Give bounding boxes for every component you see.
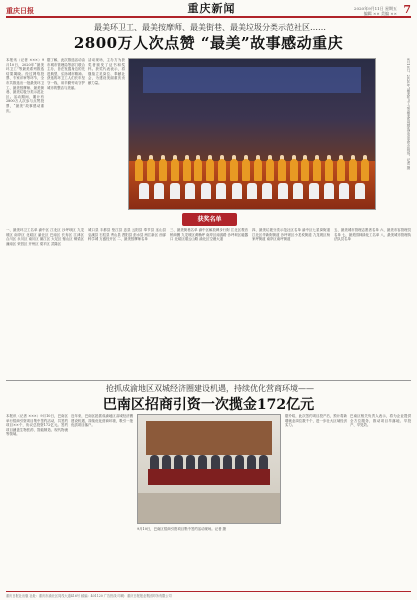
winners-list-col1: 一、最美环卫工名单 渝中区 江北区 沙坪坝区 九龙坡区 南岸区 北碚区 渝北区 巴南区 长寿区 江津区 合川区 永川区 南川区 綦江区 大足区 璧山区 铜梁区 潼南区 荣昌区 开州区 梁平区 武隆区 [6,228,84,246]
newspaper-logo: 重庆日报 [6,6,34,15]
story1-body-col1: 本报讯（记者 ×××）9月10日，2020年“最美环卫工”等最美系列推选结果揭晓。经过网络投票、专家评审等环节，全市共推选出一批最美环卫工、最美按摩师、最美街巷、最美垃圾分类示范社区。活动期间，累计有2800万人次参与点赞投票，“最美”故事感动重庆。 [6,58,44,113]
date-line [337,6,397,16]
issue-date: 2020年9月11日 星期五 [353,6,397,11]
award-winners-group [135,155,369,181]
story2-body-col1: 本报讯（记者 ×××）9月10日，巴南区举行招商引资项目集中签约活动，共签约项目××个，协议总投资172亿元。签约项目涵盖生物医药、智能制造、现代物流等领域。 [6,414,68,437]
story1-headline: 2800万人次点赞 “最美”故事感动重庆 [73,34,344,52]
page-footer: 重庆日报社出版 社址：重庆市渝北区同茂大道416号 邮编：401120 广告热线 印刷：重庆日报报业集团印务有限公司 [6,591,411,598]
winners-list-col2: 城口县 丰都县 垫江县 忠县 云阳县 奉节县 巫山县 巫溪县 石柱县 秀山县 酉阳县 彭水县 两江新区 西部科学城 万盛经开区 二、最美按摩师名单 [88,228,166,242]
signing-backdrop [146,421,272,455]
front-row-group [139,183,365,201]
story1-body-col3: 活动现场，主办方为获奖者颁发了证书和奖杯。获奖代表表示，将继续立足岗位、奉献社会，为建设美丽重庆贡献力量。 [88,58,125,85]
audience-area [138,493,280,523]
story2-photo [137,414,281,524]
section-title: 重庆新闻 [187,2,236,15]
winners-list-col5: 五、最美城市管理志愿者名单 六、最美市容管理员名单 七、最美园林绿化工名单 八、最美城市管理执法队员名单 [334,228,411,242]
story1-kicker: 最美环卫工、最美按摩师、最美街巷、最美垃圾分类示范社区…… [94,23,326,32]
story1-photo [128,58,376,210]
story2-headline: 巴南区招商引资一次揽金172亿元 [102,397,315,413]
page-number: 7 [403,3,411,16]
winners-list-badge: 获奖名单 [182,213,237,226]
story2-body-col3: 据介绍，此次签约项目投产后，预计将新增就业岗位数千个，进一步壮大区域经济实力。 [285,414,347,428]
story2-photo-caption: 9月10日，巴南区招商引资项目集中签约活动现场。记者 摄 [137,527,226,531]
story2-kicker: 抢抓成渝地区双城经济圈建设机遇，持续优化营商环境—— [106,384,314,393]
story2-body-col2: 近年来，巴南区抢抓成渝地区双城经济圈建设机遇，持续优化营商环境，吸引一批优质项目落户。 [71,414,133,428]
masthead [6,2,411,18]
story1-body-col2: 据了解，此次推选活动由市城市管理局等部门联合主办，旨在发掘身边的先进典型，弘扬城市精神。获选的环卫工人们长年坚守一线，用辛勤劳动守护城市的整洁与美丽。 [47,58,85,90]
stage-banner [143,67,361,93]
winners-list-col4: 四、最美垃圾分类示范社区名单 渝中区七星岗街道 江北区华新街街道 沙坪坝区小龙坎街道 九龙坡区杨家坪街道 南岸区南坪街道 [252,228,330,242]
signing-table [148,469,270,485]
winners-list-col3: 三、最美街巷名单 渝中区解放碑步行街 江北区观音桥商圈 九龙坡区黄桷坪 南岸区南滨路 沙坪坝区磁器口 北碚区缙云山路 渝北区空港大道 [170,228,248,242]
story1-photo-caption: 9月10日，2020年“最美环卫工”等最美系列推选活动发布会现场。记者 摄 [406,58,410,170]
section-divider [6,380,411,381]
editor-line: 编辑 ×× 美编 ×× [363,11,397,16]
story2-body-col4: 巴南区相关负责人表示，将为企业提供全方位服务，推动项目早落地、早投产、早见效。 [350,414,411,428]
